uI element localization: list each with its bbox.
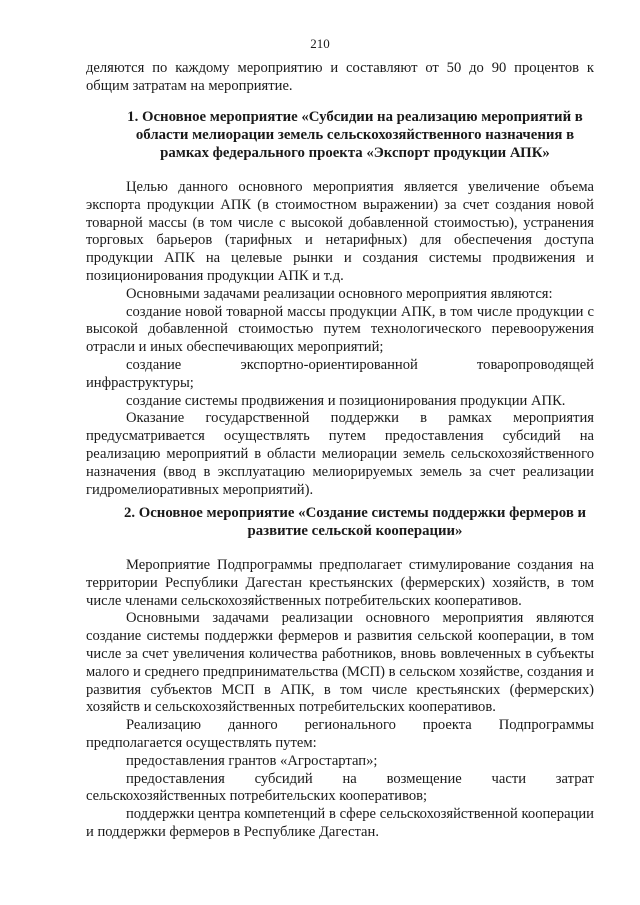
- section-2-paragraph: Реализацию данного регионального проекта Подпрограммы предполагается осуществлять путем:: [86, 717, 594, 751]
- page-number: 210: [310, 36, 330, 51]
- section-1-list-item: создание новой товарной массы продукции АПК, в том числе продукции с высокой добавленной стоимостью путем технологического перевооружения отрасли и иных обеспечивающих мероприятий;: [86, 303, 594, 356]
- section-2-list-item: поддержки центра компетенций в сфере сельскохозяйственной кооперации и поддержки фермеров в Республике Дагестан.: [86, 806, 594, 840]
- section-1-body: [86, 179, 594, 499]
- section-1-list-item: создание экспортно-ориентированной товаропроводящей инфраструктуры;: [86, 356, 594, 391]
- section-2-list-item: предоставления субсидий на возмещение части затрат сельскохозяйственных потребительских кооперативов;: [86, 770, 594, 805]
- section-1-paragraph: Оказание государственной поддержки в рамках мероприятия предусматривается осуществлять путем предоставления субсидий на реализацию мероприятий в области мелиорации земель сельскохозяйственного назначения (ввод в эксплуатацию мелиорируемых земель за счет реализации гидромелиоративных мероприятий).: [86, 410, 594, 498]
- section-1-heading: 1. Основное мероприятие «Субсидии на реализацию мероприятий в области мелиорации земель сельскохозяйственного назначения в рамках федерального проекта «Экспорт продукции АПК»: [127, 109, 583, 161]
- section-2-heading: 2. Основное мероприятие «Создание системы поддержки фермеров и развитие сельской кооперации»: [123, 505, 587, 539]
- section-2-paragraph: Основными задачами реализации основного мероприятия являются создание системы поддержки фермеров и развития сельской кооперации, в том числе за счет увеличения количества работников, вновь вовлеченных в субъекты малого и среднего предпринимательства (МСП) в сельском хозяйстве, создания и развития субъектов МСП в АПК, в том числе крестьянских (фермерских) хозяйств и сельскохозяйственных потребительских кооперативов.: [86, 610, 594, 716]
- continuation-paragraph: деляются по каждому мероприятию и составляют от 50 до 90 процентов к общим затратам на мероприятие.: [86, 60, 594, 94]
- section-2-list-item: предоставления грантов «Агростартап»;: [126, 752, 378, 769]
- section-2-body: [86, 557, 594, 842]
- section-1-paragraph: Целью данного основного мероприятия является увеличение объема экспорта продукции АПК (в стоимостном выражении) за счет создания новой товарной массы (в том числе с высокой добавленной стоимостью), устранения торговых барьеров (тарифных и нетарифных) для обеспечения доступа продукции АПК на целевые рынки и создания системы продвижения и позиционирования продукции АПК и т.д.: [86, 179, 594, 284]
- section-1-list-item: создание системы продвижения и позиционирования продукции АПК.: [126, 392, 566, 409]
- section-1-paragraph: Основными задачами реализации основного мероприятия являются:: [126, 285, 553, 302]
- section-2-paragraph: Мероприятие Подпрограммы предполагает стимулирование создания на территории Республики Дагестан крестьянских (фермерских) хозяйств, в том числе членами сельскохозяйственных потребительских кооперативов.: [86, 557, 594, 609]
